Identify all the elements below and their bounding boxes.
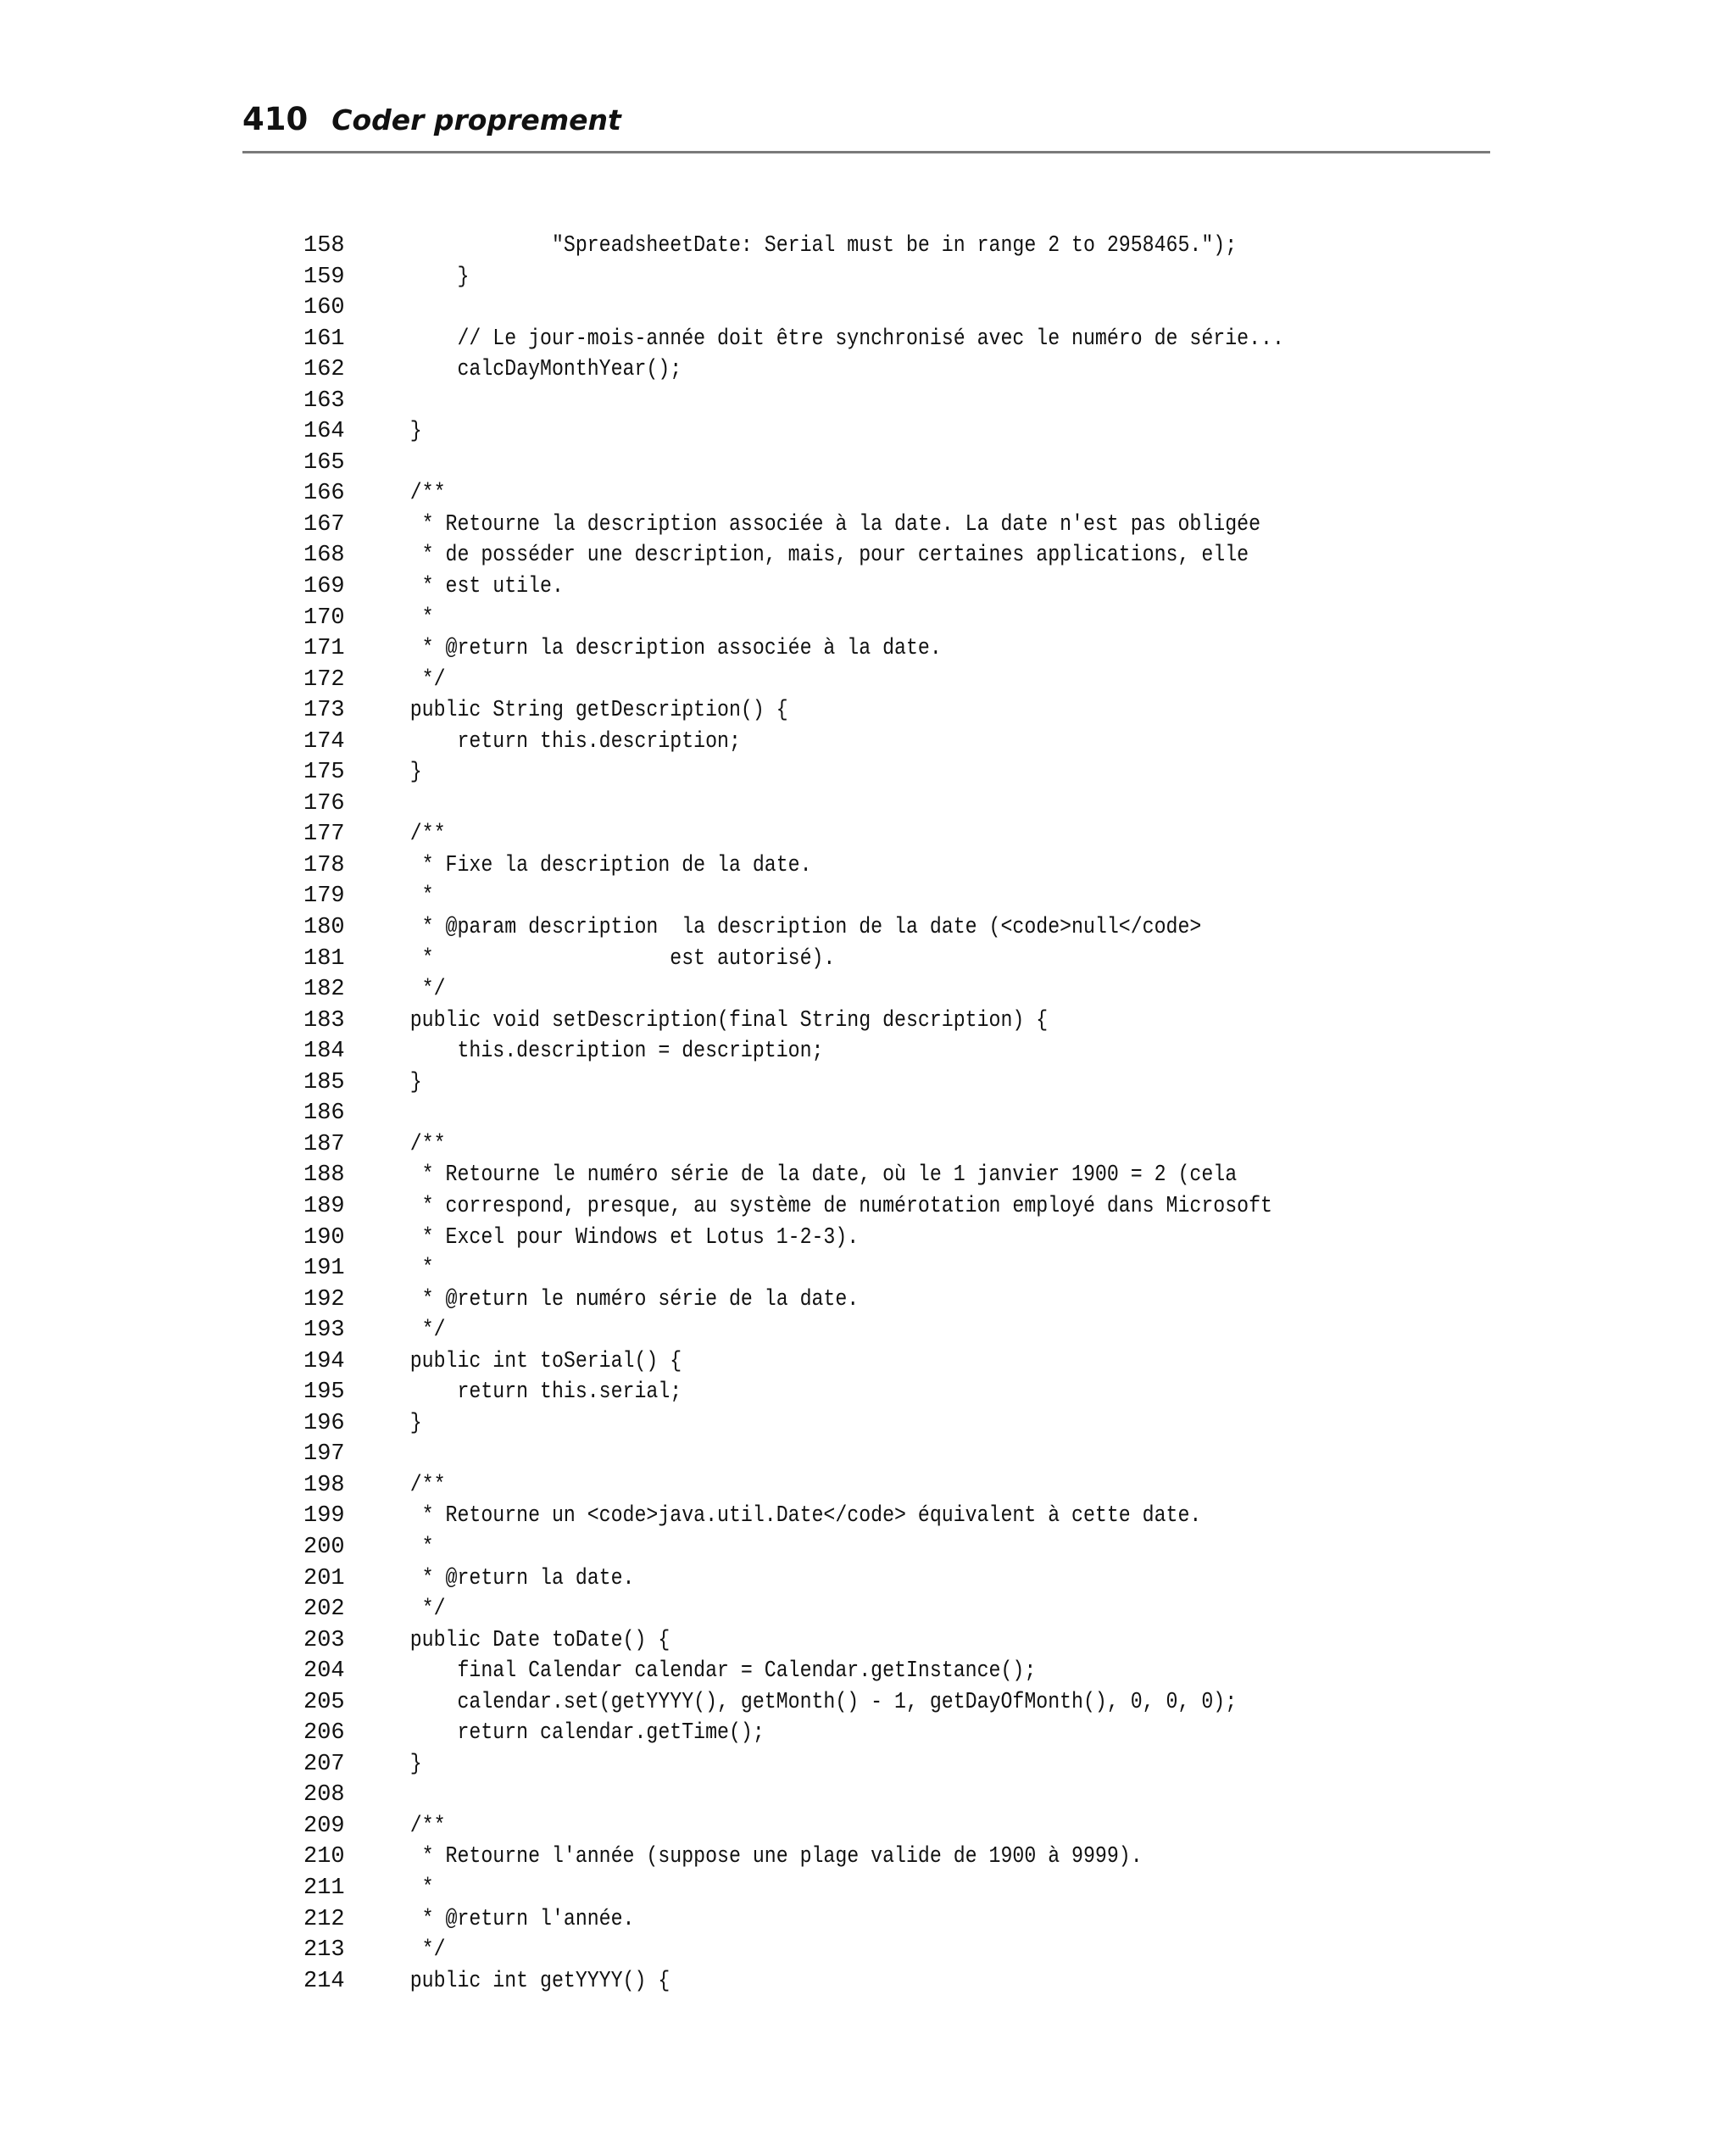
line-code: /** bbox=[363, 1813, 446, 1839]
line-code: return calendar.getTime(); bbox=[363, 1720, 765, 1747]
line-number: 170 bbox=[303, 605, 345, 631]
code-line bbox=[303, 1501, 1434, 1532]
code-line bbox=[303, 1315, 1434, 1346]
code-line bbox=[303, 510, 1434, 541]
code-line bbox=[303, 1067, 1434, 1099]
code-listing bbox=[303, 231, 1434, 1997]
line-code: } bbox=[363, 760, 422, 786]
line-number: 180 bbox=[303, 915, 345, 941]
line-number: 165 bbox=[303, 449, 345, 476]
code-line bbox=[303, 1718, 1434, 1749]
line-number: 161 bbox=[303, 326, 345, 352]
code-line bbox=[303, 1656, 1434, 1687]
line-number: 168 bbox=[303, 543, 345, 569]
line-code: * bbox=[363, 1256, 434, 1282]
code-line bbox=[303, 1904, 1434, 1936]
code-line bbox=[303, 231, 1434, 262]
line-number: 164 bbox=[303, 419, 345, 445]
line-code: * Retourne l'année (suppose une plage valide de 1900 à 9999). bbox=[363, 1844, 1143, 1870]
code-line bbox=[303, 478, 1434, 510]
line-number: 159 bbox=[303, 264, 345, 290]
line-code: */ bbox=[363, 1597, 446, 1623]
line-number: 175 bbox=[303, 760, 345, 786]
line-number: 182 bbox=[303, 977, 345, 1003]
line-code: return this.serial; bbox=[363, 1379, 682, 1406]
line-number: 184 bbox=[303, 1039, 345, 1065]
line-number: 181 bbox=[303, 945, 345, 972]
code-line bbox=[303, 944, 1434, 975]
line-code: * @return le numéro série de la date. bbox=[363, 1286, 860, 1312]
code-line bbox=[303, 1253, 1434, 1285]
line-code: /** bbox=[363, 1131, 446, 1157]
line-number: 167 bbox=[303, 511, 345, 538]
code-line bbox=[303, 386, 1434, 417]
code-line bbox=[303, 1098, 1434, 1129]
line-code: * bbox=[363, 1534, 434, 1560]
code-line bbox=[303, 757, 1434, 789]
line-code: * bbox=[363, 1875, 434, 1901]
line-number: 190 bbox=[303, 1224, 345, 1251]
code-line bbox=[303, 1935, 1434, 1966]
line-number: 166 bbox=[303, 481, 345, 507]
line-number: 178 bbox=[303, 852, 345, 878]
line-number: 163 bbox=[303, 387, 345, 414]
code-line bbox=[303, 324, 1434, 355]
code-line bbox=[303, 1532, 1434, 1563]
line-number: 160 bbox=[303, 295, 345, 321]
line-code: /** bbox=[363, 822, 446, 848]
line-number: 169 bbox=[303, 574, 345, 600]
line-number: 192 bbox=[303, 1286, 345, 1312]
line-number: 210 bbox=[303, 1844, 345, 1870]
line-number: 186 bbox=[303, 1101, 345, 1127]
line-code: * bbox=[363, 883, 434, 910]
code-line bbox=[303, 293, 1434, 324]
code-line bbox=[303, 789, 1434, 820]
code-line bbox=[303, 1285, 1434, 1316]
code-line bbox=[303, 571, 1434, 603]
line-code: } bbox=[363, 419, 422, 445]
code-line bbox=[303, 540, 1434, 571]
code-line bbox=[303, 1346, 1434, 1378]
line-number: 188 bbox=[303, 1162, 345, 1189]
line-code: "SpreadsheetDate: Serial must be in range 2 to 2958465."); bbox=[363, 233, 1238, 259]
line-number: 195 bbox=[303, 1379, 345, 1406]
line-code: } bbox=[363, 264, 470, 290]
line-number: 185 bbox=[303, 1069, 345, 1095]
line-number: 206 bbox=[303, 1720, 345, 1747]
code-line bbox=[303, 727, 1434, 758]
line-code: */ bbox=[363, 666, 446, 693]
code-line bbox=[303, 912, 1434, 944]
line-code: * @return la description associée à la date. bbox=[363, 636, 942, 662]
line-code: public int getYYYY() { bbox=[363, 1968, 670, 1994]
line-number: 174 bbox=[303, 728, 345, 755]
line-code: */ bbox=[363, 1937, 446, 1964]
code-line bbox=[303, 1129, 1434, 1161]
line-code: */ bbox=[363, 977, 446, 1003]
code-line bbox=[303, 1594, 1434, 1625]
line-code: * Fixe la description de la date. bbox=[363, 852, 812, 878]
header-divider bbox=[242, 151, 1490, 153]
code-line bbox=[303, 1470, 1434, 1502]
line-number: 176 bbox=[303, 790, 345, 816]
page-header bbox=[242, 98, 621, 141]
line-number: 173 bbox=[303, 698, 345, 724]
book-title: Coder proprement bbox=[331, 103, 621, 137]
code-line bbox=[303, 448, 1434, 479]
line-number: 212 bbox=[303, 1906, 345, 1932]
line-code: * Retourne le numéro série de la date, où le 1 janvier 1900 = 2 (cela bbox=[363, 1162, 1238, 1189]
code-line bbox=[303, 1191, 1434, 1223]
line-code: /** bbox=[363, 1472, 446, 1498]
code-line bbox=[303, 1160, 1434, 1191]
code-line bbox=[303, 695, 1434, 727]
line-number: 205 bbox=[303, 1689, 345, 1715]
line-code: * bbox=[363, 605, 434, 631]
line-number: 197 bbox=[303, 1441, 345, 1468]
line-number: 179 bbox=[303, 883, 345, 910]
line-code: } bbox=[363, 1751, 422, 1777]
line-number: 177 bbox=[303, 822, 345, 848]
line-number: 207 bbox=[303, 1751, 345, 1777]
code-line bbox=[303, 1687, 1434, 1719]
line-code: this.description = description; bbox=[363, 1039, 824, 1065]
code-line bbox=[303, 1377, 1434, 1408]
code-line bbox=[303, 1563, 1434, 1595]
line-code: * de posséder une description, mais, pour certaines applications, elle bbox=[363, 543, 1249, 569]
code-line bbox=[303, 1749, 1434, 1781]
line-number: 196 bbox=[303, 1410, 345, 1436]
code-line bbox=[303, 1625, 1434, 1657]
line-code: * Excel pour Windows et Lotus 1-2-3). bbox=[363, 1224, 860, 1251]
code-line bbox=[303, 850, 1434, 882]
line-number: 199 bbox=[303, 1503, 345, 1530]
line-code: * correspond, presque, au système de numérotation employé dans Microsoft bbox=[363, 1193, 1272, 1219]
code-line bbox=[303, 1966, 1434, 1998]
line-number: 200 bbox=[303, 1534, 345, 1560]
line-number: 208 bbox=[303, 1782, 345, 1808]
code-line bbox=[303, 603, 1434, 634]
line-number: 201 bbox=[303, 1565, 345, 1591]
line-number: 172 bbox=[303, 666, 345, 693]
line-code: /** bbox=[363, 481, 446, 507]
code-line bbox=[303, 1408, 1434, 1440]
page-number: 410 bbox=[242, 101, 309, 137]
code-line bbox=[303, 1006, 1434, 1037]
code-line bbox=[303, 819, 1434, 850]
code-line bbox=[303, 633, 1434, 665]
line-number: 162 bbox=[303, 357, 345, 383]
line-number: 209 bbox=[303, 1813, 345, 1839]
code-line bbox=[303, 1780, 1434, 1811]
line-code: public void setDescription(final String description) { bbox=[363, 1007, 1049, 1034]
line-code: * est autorisé). bbox=[363, 945, 836, 972]
code-line bbox=[303, 1842, 1434, 1873]
line-code: * Retourne la description associée à la date. La date n'est pas obligée bbox=[363, 511, 1261, 538]
line-number: 203 bbox=[303, 1627, 345, 1653]
line-code: * Retourne un <code>java.util.Date</code> équivalent à cette date. bbox=[363, 1503, 1202, 1530]
line-number: 158 bbox=[303, 233, 345, 259]
line-number: 194 bbox=[303, 1348, 345, 1374]
line-code: } bbox=[363, 1410, 422, 1436]
line-code: * est utile. bbox=[363, 574, 564, 600]
line-code: calendar.set(getYYYY(), getMonth() - 1, getDayOfMonth(), 0, 0, 0); bbox=[363, 1689, 1238, 1715]
line-number: 191 bbox=[303, 1256, 345, 1282]
line-code: // Le jour-mois-année doit être synchronisé avec le numéro de série... bbox=[363, 326, 1284, 352]
code-line bbox=[303, 262, 1434, 293]
line-code: public int toSerial() { bbox=[363, 1348, 682, 1374]
line-code: * @return l'année. bbox=[363, 1906, 635, 1932]
line-code: */ bbox=[363, 1318, 446, 1344]
line-number: 214 bbox=[303, 1968, 345, 1994]
line-code: public Date toDate() { bbox=[363, 1627, 670, 1653]
code-line bbox=[303, 881, 1434, 912]
code-line bbox=[303, 1439, 1434, 1470]
line-number: 198 bbox=[303, 1472, 345, 1498]
code-line bbox=[303, 1036, 1434, 1067]
line-code: public String getDescription() { bbox=[363, 698, 788, 724]
code-line bbox=[303, 354, 1434, 386]
line-code: calcDayMonthYear(); bbox=[363, 357, 682, 383]
line-number: 204 bbox=[303, 1658, 345, 1685]
line-code: return this.description; bbox=[363, 728, 741, 755]
line-code: final Calendar calendar = Calendar.getInstance(); bbox=[363, 1658, 1037, 1685]
line-number: 187 bbox=[303, 1131, 345, 1157]
line-number: 213 bbox=[303, 1937, 345, 1964]
line-number: 211 bbox=[303, 1875, 345, 1901]
code-line bbox=[303, 1811, 1434, 1842]
line-number: 202 bbox=[303, 1597, 345, 1623]
line-code: * @return la date. bbox=[363, 1565, 635, 1591]
line-number: 189 bbox=[303, 1193, 345, 1219]
code-line bbox=[303, 1223, 1434, 1254]
code-line bbox=[303, 665, 1434, 696]
line-number: 183 bbox=[303, 1007, 345, 1034]
code-line bbox=[303, 974, 1434, 1006]
line-code: * @param description la description de la date (<code>null</code> bbox=[363, 915, 1202, 941]
line-number: 193 bbox=[303, 1318, 345, 1344]
line-code: } bbox=[363, 1069, 422, 1095]
code-line bbox=[303, 1873, 1434, 1904]
code-line bbox=[303, 416, 1434, 448]
line-number: 171 bbox=[303, 636, 345, 662]
